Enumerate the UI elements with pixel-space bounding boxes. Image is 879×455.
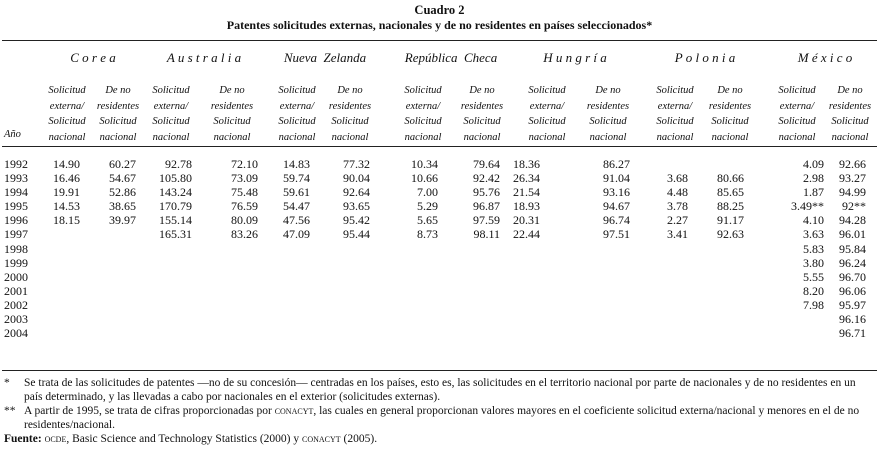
year-cell: 1997 xyxy=(4,227,28,242)
table-cell xyxy=(216,312,258,326)
table-cell xyxy=(460,284,500,298)
table-cell: 8.20 xyxy=(803,283,824,298)
col-header-nz-externa: Solicitud externa/ Solicitud nacional xyxy=(278,85,316,143)
table-cell: 170.79 xyxy=(159,199,192,214)
table-cell xyxy=(500,326,540,340)
table-cell: 105.80 xyxy=(159,171,192,186)
table-cell: 96.71 xyxy=(839,326,866,341)
table-cell: 88.25 xyxy=(717,199,744,214)
table-cell xyxy=(40,270,80,284)
table-cell: 10.34 xyxy=(411,157,438,171)
table-cell: 92.78 xyxy=(165,157,192,171)
year-cell: 1992 xyxy=(4,157,28,171)
table-cell: 96.06 xyxy=(839,283,866,298)
table-cell xyxy=(460,326,500,340)
col-header-checa-externa: Solicitud externa/ Solicitud nacional xyxy=(404,85,442,143)
table-cell: 91.04 xyxy=(603,171,630,186)
table-cell xyxy=(216,284,258,298)
col-header-hungria-externa: Solicitud externa/ Solicitud nacional xyxy=(528,85,566,143)
col-header-hungria-noresidentes: De no residentes Solicitud nacional xyxy=(586,85,630,143)
year-cell: 1996 xyxy=(4,213,28,228)
table-cell xyxy=(398,270,438,284)
table-cell xyxy=(398,256,438,270)
table-cell xyxy=(648,284,688,298)
data-col-corea-noresidentes xyxy=(96,157,136,340)
table-cell: 18.36 xyxy=(513,157,540,171)
table-cell xyxy=(704,312,744,326)
table-cell xyxy=(704,284,744,298)
year-cell: 2001 xyxy=(4,283,28,298)
year-cell: 1994 xyxy=(4,185,28,200)
footnote-1-text: Se trata de las solicitudes de patentes —no de su concesión— centradas en los países, esto es, las solicitudes en el territorio nacional por parte de nacionales y de no residentes en un país determinado, y las llevadas a cabo por nacionales en el exterior (solicitudes externas). xyxy=(24,377,856,403)
table-cell: 92.42 xyxy=(473,171,500,186)
table-cell xyxy=(500,284,540,298)
table-cell xyxy=(216,256,258,270)
table-cell xyxy=(590,298,630,312)
table-cell: 92.66 xyxy=(839,157,866,171)
table-cell: 8.73 xyxy=(417,227,438,242)
table-cell xyxy=(398,242,438,256)
table-cell: 95.97 xyxy=(839,297,866,312)
data-col-corea-externa xyxy=(40,157,80,340)
table-cell: 2.98 xyxy=(803,171,824,186)
table-cell: 22.44 xyxy=(513,227,540,242)
table-cell: 94.28 xyxy=(839,213,866,228)
table-cell: 93.16 xyxy=(603,185,630,200)
country-polonia: P o l o n i a xyxy=(674,50,736,65)
country-mexico: M é x i c o xyxy=(797,50,853,65)
table-cell: 72.10 xyxy=(231,157,258,171)
table-cell xyxy=(150,298,192,312)
data-col-polonia-noresidentes xyxy=(704,157,744,340)
table-cell xyxy=(96,270,136,284)
table-cell: 21.54 xyxy=(513,185,540,200)
col-header-mexico-externa: Solicitud externa/ Solicitud nacional xyxy=(778,85,816,143)
table-cell: 3.78 xyxy=(667,199,688,214)
table-cell xyxy=(704,242,744,256)
table-cell xyxy=(330,284,370,298)
table-cell: 38.65 xyxy=(109,199,136,214)
table-cell xyxy=(500,298,540,312)
table-cell xyxy=(704,256,744,270)
footnote-2-text-pre: A partir de 1995, se trata de cifras proporcionadas por xyxy=(24,405,272,417)
table-cell xyxy=(500,256,540,270)
table-cell xyxy=(590,242,630,256)
col-header-australia-externa: Solicitud externa/ Solicitud nacional xyxy=(152,85,190,143)
country-corea: C o r e a xyxy=(70,50,116,65)
col-header-nz-noresidentes: De no residentes Solicitud nacional xyxy=(328,85,372,143)
table-cell: 4.09 xyxy=(803,157,824,171)
table-cell xyxy=(590,284,630,298)
table-cell xyxy=(704,298,744,312)
table-cell xyxy=(270,298,310,312)
table-cell: 20.31 xyxy=(513,213,540,228)
year-cell: 1995 xyxy=(4,199,28,214)
table-cell: 4.48 xyxy=(667,185,688,200)
table-cell xyxy=(460,256,500,270)
country-hungria: H u n g r í a xyxy=(543,50,607,65)
table-cell xyxy=(772,312,824,326)
year-cell: 2004 xyxy=(4,326,28,341)
table-cell: 5.83 xyxy=(803,241,824,256)
table-cell: 165.31 xyxy=(159,227,192,242)
year-header: Año xyxy=(4,129,21,140)
table-cell xyxy=(772,326,824,340)
table-cell: 90.04 xyxy=(343,171,370,186)
table-cell xyxy=(500,312,540,326)
footnote-2-text-post: , las cuales en general proporcionan valores mayores en el coeficiente solicitud externa/nacional y menores en el de no residentes/nacional. xyxy=(24,405,860,431)
table-cell: 39.97 xyxy=(109,213,136,228)
table-cell xyxy=(150,312,192,326)
table-cell: 10.66 xyxy=(411,171,438,186)
table-cell: 96.70 xyxy=(839,269,866,284)
table-cell: 77.32 xyxy=(343,157,370,171)
col-header-checa-noresidentes: De no residentes Solicitud nacional xyxy=(460,85,504,143)
data-col-australia-noresidentes xyxy=(216,157,258,340)
table-cell xyxy=(398,284,438,298)
year-cell: 1999 xyxy=(4,255,28,270)
table-cell: 3.80 xyxy=(803,255,824,270)
table-cell xyxy=(40,326,80,340)
table-cell: 54.67 xyxy=(109,171,136,186)
table-cell: 155.14 xyxy=(159,213,192,228)
table-cell xyxy=(398,298,438,312)
table-cell: 47.56 xyxy=(283,213,310,228)
source-org-1: ocde xyxy=(44,433,67,445)
table-cell: 98.11 xyxy=(473,227,500,242)
table-cell xyxy=(330,298,370,312)
table-cell: 93.27 xyxy=(839,171,866,186)
table-cell: 4.10 xyxy=(803,213,824,228)
table-cell: 95.42 xyxy=(343,213,370,228)
table-cell: 59.74 xyxy=(283,171,310,186)
country-nueva-zelanda: Nueva Zelanda xyxy=(283,50,367,65)
table-cell: 94.67 xyxy=(603,199,630,214)
source-end: (2005). xyxy=(340,433,378,445)
table-cell: 5.65 xyxy=(417,213,438,228)
table-cell: 19.91 xyxy=(53,185,80,200)
footnote-2-mark: ** xyxy=(4,405,16,417)
table-cell xyxy=(150,284,192,298)
data-col-hungria-externa xyxy=(500,157,540,340)
table-cell xyxy=(460,298,500,312)
table-cell xyxy=(40,256,80,270)
table-cell xyxy=(500,242,540,256)
data-col-checa-noresidentes xyxy=(460,157,500,340)
table-cell: 96.01 xyxy=(839,227,866,242)
table-cell: 59.61 xyxy=(283,185,310,200)
table-cell xyxy=(500,270,540,284)
table-cell: 14.90 xyxy=(53,157,80,171)
table-cell: 91.17 xyxy=(717,213,744,228)
table-cell xyxy=(150,242,192,256)
header-rule xyxy=(2,146,877,147)
year-cell: 1998 xyxy=(4,241,28,256)
table-cell: 1.87 xyxy=(803,185,824,200)
table-cell: 76.59 xyxy=(231,199,258,214)
footnotes xyxy=(4,376,876,446)
year-cell: 2003 xyxy=(4,312,28,327)
table-cell: 93.65 xyxy=(343,199,370,214)
table-cell: 7.00 xyxy=(417,185,438,200)
table-cell: 94.99 xyxy=(839,185,866,200)
table-cell xyxy=(398,312,438,326)
table-cell xyxy=(216,298,258,312)
table-cell: 5.55 xyxy=(803,269,824,284)
table-cell xyxy=(150,326,192,340)
data-col-australia-externa xyxy=(150,157,192,340)
footnote-2-org: conacyt xyxy=(274,405,314,417)
table-cell: 26.34 xyxy=(513,171,540,186)
year-cell: 2000 xyxy=(4,269,28,284)
table-cell: 85.65 xyxy=(717,185,744,200)
table-cell xyxy=(460,270,500,284)
table-cell xyxy=(96,284,136,298)
table-cell: 95.44 xyxy=(343,227,370,242)
table-cell xyxy=(648,256,688,270)
table-cell xyxy=(150,270,192,284)
data-col-hungria-noresidentes xyxy=(590,157,630,340)
table-cell xyxy=(398,326,438,340)
col-header-mexico-noresidentes: De no residentes Solicitud nacional xyxy=(828,85,872,143)
table-cell: 96.24 xyxy=(839,255,866,270)
table-cell: 52.86 xyxy=(109,185,136,200)
table-cell: 143.24 xyxy=(159,185,192,200)
table-cell xyxy=(96,256,136,270)
table-cell xyxy=(40,242,80,256)
table-cell xyxy=(40,284,80,298)
col-header-corea-externa: Solicitud externa/ Solicitud nacional xyxy=(48,85,86,143)
table-cell: 80.09 xyxy=(231,213,258,228)
data-col-mexico-noresidentes xyxy=(824,157,866,340)
table-cell xyxy=(648,298,688,312)
table-cell: 83.26 xyxy=(231,227,258,242)
table-cell: 92.64 xyxy=(343,185,370,200)
col-header-polonia-externa: Solicitud externa/ Solicitud nacional xyxy=(656,85,694,143)
table-cell: 92** xyxy=(842,199,866,214)
data-col-nz-externa xyxy=(270,157,310,340)
table-cell xyxy=(330,326,370,340)
table-cell xyxy=(330,270,370,284)
data-col-nz-noresidentes xyxy=(330,157,370,340)
table-title: Cuadro 2 xyxy=(414,3,465,17)
table-cell: 54.47 xyxy=(283,199,310,214)
table-cell xyxy=(270,256,310,270)
table-cell: 18.15 xyxy=(53,213,80,228)
table-cell: 18.93 xyxy=(513,199,540,214)
table-cell: 79.64 xyxy=(473,157,500,171)
table-cell: 96.16 xyxy=(839,312,866,327)
table-cell xyxy=(270,284,310,298)
table-cell: 14.83 xyxy=(283,157,310,171)
table-cell: 3.68 xyxy=(667,171,688,186)
source-line xyxy=(4,432,876,446)
table-cell xyxy=(216,242,258,256)
table-cell xyxy=(216,326,258,340)
table-cell: 7.98 xyxy=(803,297,824,312)
col-header-australia-noresidentes: De no residentes Solicitud nacional xyxy=(210,85,254,143)
table-cell xyxy=(330,256,370,270)
table-cell xyxy=(590,326,630,340)
table-cell xyxy=(270,312,310,326)
table-cell: 97.51 xyxy=(603,227,630,242)
table-cell xyxy=(330,312,370,326)
table-cell: 96.74 xyxy=(603,213,630,228)
table-cell: 5.29 xyxy=(417,199,438,214)
footnote-2 xyxy=(4,404,876,432)
col-header-corea-noresidentes: De no residentes Solicitud nacional xyxy=(96,85,140,143)
table-cell: 92.63 xyxy=(717,227,744,242)
table-cell xyxy=(648,326,688,340)
country-australia: A u s t r a l i a xyxy=(166,50,242,65)
table-cell xyxy=(270,270,310,284)
table-cell xyxy=(216,270,258,284)
table-subtitle: Patentes solicitudes externas, nacionales y de no residentes en países seleccionados* xyxy=(226,18,653,32)
year-cell: 2002 xyxy=(4,297,28,312)
table-cell xyxy=(704,157,744,171)
year-column xyxy=(4,157,28,340)
table-cell: 3.41 xyxy=(667,227,688,242)
table-cell: 86.27 xyxy=(603,157,630,171)
table-cell xyxy=(704,270,744,284)
table-cell xyxy=(96,298,136,312)
table-cell: 80.66 xyxy=(717,171,744,186)
table-cell xyxy=(96,242,136,256)
data-col-polonia-externa xyxy=(648,157,688,340)
table-cell xyxy=(330,242,370,256)
source-text: , Basic Science and Technology Statistics (2000) y xyxy=(66,433,300,445)
table-cell: 3.63 xyxy=(803,227,824,242)
footnote-1 xyxy=(4,376,876,404)
country-republica-checa: República Checa xyxy=(404,50,498,65)
table-cell xyxy=(590,256,630,270)
table-cell: 3.49** xyxy=(791,199,824,214)
table-cell xyxy=(40,227,80,241)
table-cell xyxy=(150,256,192,270)
table-cell: 95.84 xyxy=(839,241,866,256)
year-cell: 1993 xyxy=(4,171,28,186)
table-cell: 95.76 xyxy=(473,185,500,200)
table-cell: 14.53 xyxy=(53,199,80,214)
top-rule xyxy=(2,40,877,41)
table-cell: 75.48 xyxy=(231,185,258,200)
data-col-checa-externa xyxy=(398,157,438,340)
table-cell: 47.09 xyxy=(283,227,310,242)
footnote-1-mark: * xyxy=(4,377,10,389)
table-cell xyxy=(460,312,500,326)
col-header-polonia-noresidentes: De no residentes Solicitud nacional xyxy=(708,85,752,143)
table-cell xyxy=(648,270,688,284)
table-cell xyxy=(648,242,688,256)
table-cell xyxy=(460,242,500,256)
source-org-2: conacyt xyxy=(302,433,341,445)
table-cell xyxy=(590,312,630,326)
table-cell xyxy=(96,326,136,340)
table-cell: 96.87 xyxy=(473,199,500,214)
table-cell: 2.27 xyxy=(667,213,688,228)
data-col-mexico-externa xyxy=(772,157,824,340)
table-cell: 97.59 xyxy=(473,213,500,228)
bottom-rule xyxy=(2,370,877,371)
table-cell: 16.46 xyxy=(53,171,80,186)
table-cell xyxy=(590,270,630,284)
table-cell xyxy=(40,298,80,312)
table-cell xyxy=(270,326,310,340)
source-label: Fuente: xyxy=(4,433,42,445)
table-cell xyxy=(648,312,688,326)
table-cell: 73.09 xyxy=(231,171,258,186)
table-cell: 60.27 xyxy=(109,157,136,171)
table-cell xyxy=(704,326,744,340)
table-cell xyxy=(40,312,80,326)
table-cell xyxy=(270,242,310,256)
table-cell xyxy=(648,157,688,171)
table-cell xyxy=(96,312,136,326)
table-cell xyxy=(96,227,136,241)
